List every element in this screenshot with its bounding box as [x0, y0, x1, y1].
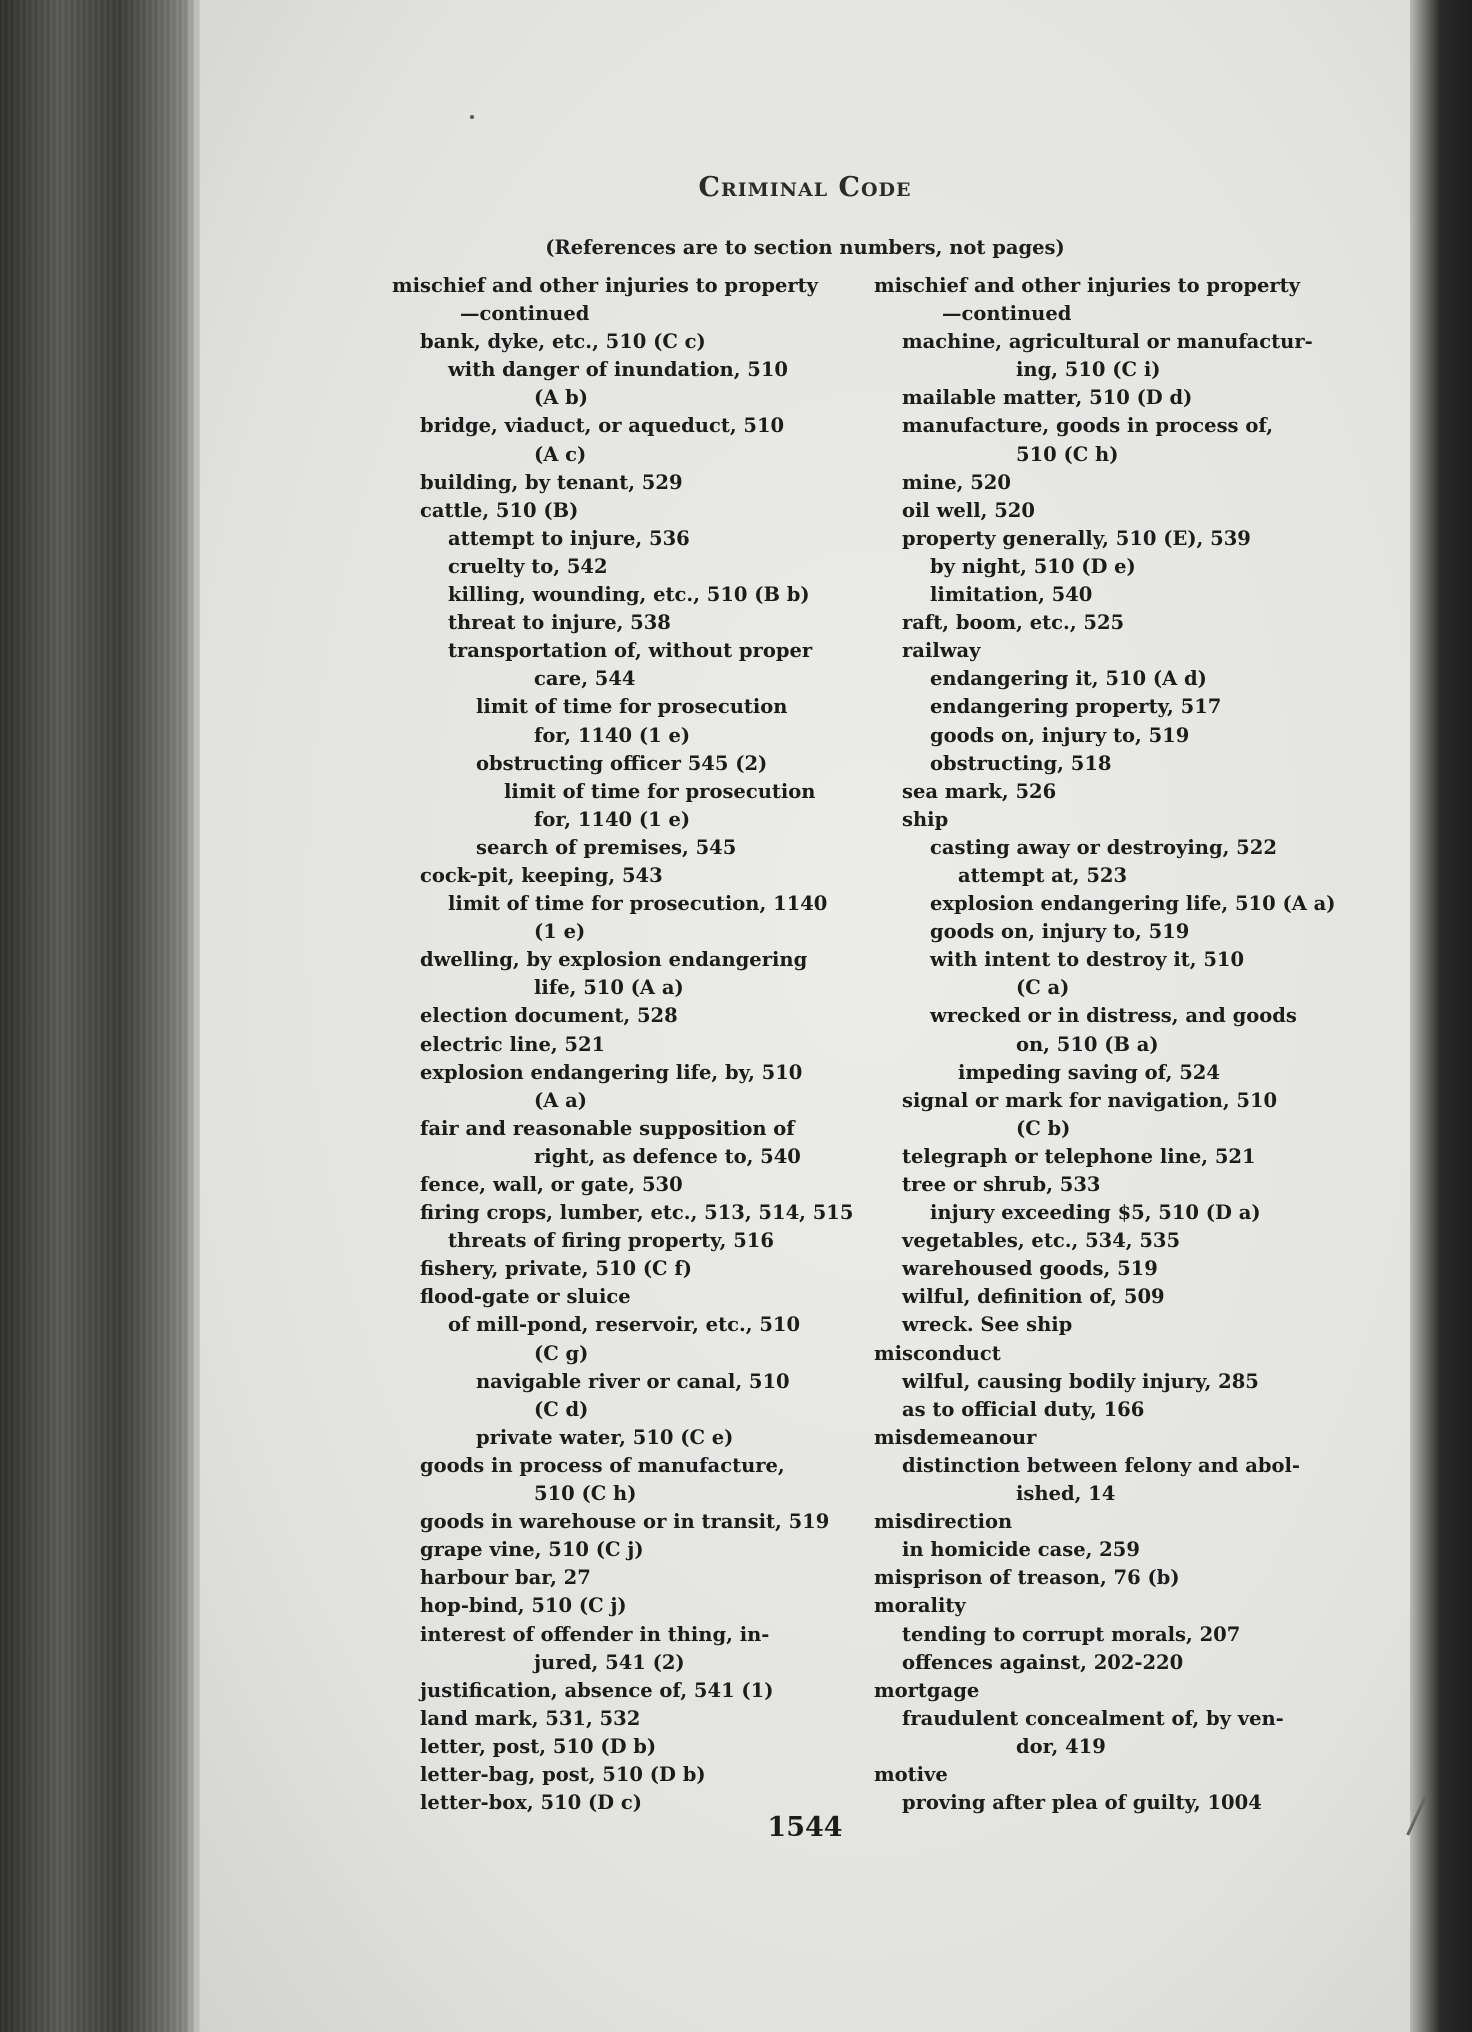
index-entry-line: for, 1140 (1 e) [534, 723, 691, 747]
index-entry-line: injury exceeding $5, 510 (D a) [930, 1201, 1261, 1225]
index-entry-line: goods in warehouse or in transit, 519 [420, 1510, 830, 1534]
index-entry-line: (A b) [534, 386, 589, 410]
index-entry-line: in homicide case, 259 [902, 1538, 1140, 1562]
dust-speck [470, 115, 474, 119]
index-entry-line: (A a) [534, 1088, 588, 1112]
index-entry-line: navigable river or canal, 510 [476, 1369, 790, 1393]
index-entry-line: obstructing officer 545 (2) [476, 751, 768, 775]
index-entry-line: bridge, viaduct, or aqueduct, 510 [420, 414, 785, 438]
index-entry-line: railway [902, 639, 981, 663]
index-entry-line: transportation of, without proper [448, 639, 813, 663]
index-entry-line: raft, boom, etc., 525 [902, 611, 1125, 635]
index-entry-line: distinction between felony and abol- [902, 1453, 1301, 1477]
index-entry-line: harbour bar, 27 [420, 1566, 591, 1590]
index-entry-line: signal or mark for navigation, 510 [902, 1088, 1278, 1112]
index-entry-line: (C g) [534, 1341, 589, 1365]
index-entry-line: justification, absence of, 541 (1) [420, 1678, 774, 1702]
index-entry-line: fishery, private, 510 (C f) [420, 1257, 692, 1281]
page-sheet [200, 0, 1410, 2032]
index-entry-line: attempt to injure, 536 [448, 526, 690, 550]
index-entry-line: (A c) [534, 442, 587, 466]
index-entry-line: building, by tenant, 529 [420, 470, 683, 494]
index-entry-line: 510 (C h) [1016, 442, 1119, 466]
index-column-left [392, 272, 854, 1817]
index-entry-line: attempt at, 523 [958, 863, 1128, 887]
index-entry-line: with intent to destroy it, 510 [930, 948, 1245, 972]
index-entry-line: wrecked or in distress, and goods [930, 1004, 1297, 1028]
page-number: 1544 [767, 1812, 843, 1843]
index-entry-line: wilful, causing bodily injury, 285 [902, 1369, 1259, 1393]
index-entry-line: election document, 528 [420, 1004, 678, 1028]
index-entry-line: fraudulent concealment of, by ven- [902, 1706, 1284, 1730]
index-entry-line: misprison of treason, 76 (b) [874, 1566, 1180, 1590]
index-entry-line: limit of time for prosecution, 1140 [448, 892, 828, 916]
index-entry-line: dor, 419 [1016, 1734, 1106, 1758]
index-entry-line: impeding saving of, 524 [958, 1060, 1220, 1084]
index-entry-line: grape vine, 510 (C j) [420, 1538, 644, 1562]
index-entry-line: care, 544 [534, 667, 636, 691]
index-entry-line: firing crops, lumber, etc., 513, 514, 515 [420, 1201, 854, 1225]
index-entry-line: bank, dyke, etc., 510 (C c) [420, 330, 706, 354]
index-entry-line: mischief and other injuries to property [874, 274, 1301, 297]
index-entry-line: machine, agricultural or manufactur- [902, 330, 1313, 354]
index-entry-line: letter-box, 510 (D c) [420, 1791, 642, 1815]
index-entry-line: ished, 14 [1016, 1482, 1116, 1506]
index-entry-line: explosion endangering life, 510 (A a) [930, 892, 1336, 916]
index-entry-line: (1 e) [534, 920, 586, 944]
index-entry-line: —continued [460, 302, 590, 326]
index-entry-line: (C b) [1016, 1116, 1071, 1140]
index-entry-line: endangering it, 510 (A d) [930, 667, 1207, 691]
index-entry-line: morality [874, 1594, 966, 1618]
index-entry-line: misdirection [874, 1510, 1013, 1534]
index-column-right [874, 272, 1336, 1817]
index-entry-line: goods on, injury to, 519 [930, 723, 1190, 747]
index-entry-line: cattle, 510 (B) [420, 498, 579, 522]
index-entry-line: right, as defence to, 540 [534, 1144, 801, 1168]
index-entry-line: cruelty to, 542 [448, 554, 608, 578]
index-entry-line: search of premises, 545 [476, 835, 737, 859]
running-head-title: Criminal Code [698, 172, 912, 203]
index-entry-line: manufacture, goods in process of, [902, 414, 1274, 438]
index-entry-line: obstructing, 518 [930, 751, 1112, 775]
index-entry-line: endangering property, 517 [930, 695, 1222, 719]
index-entry-line: mine, 520 [902, 470, 1011, 494]
index-entry-line: life, 510 (A a) [534, 976, 684, 1000]
index-entry-line: limit of time for prosecution [504, 779, 816, 803]
index-entry-line: (C d) [534, 1397, 589, 1421]
reference-note: (References are to section numbers, not pages) [545, 236, 1065, 259]
index-entry-line: mischief and other injuries to property [392, 274, 819, 297]
index-entry-line: fence, wall, or gate, 530 [420, 1173, 683, 1196]
index-entry-line: proving after plea of guilty, 1004 [902, 1791, 1262, 1815]
index-entry-line: wreck. See ship [902, 1313, 1073, 1337]
index-entry-line: misconduct [874, 1341, 1001, 1365]
index-entry-line: dwelling, by explosion endangering [420, 948, 808, 972]
index-entry-line: sea mark, 526 [902, 779, 1057, 803]
index-entry-line: private water, 510 (C e) [476, 1425, 734, 1449]
index-entry-line: casting away or destroying, 522 [930, 835, 1277, 859]
index-entry-line: on, 510 (B a) [1016, 1032, 1159, 1056]
index-entry-line: as to official duty, 166 [902, 1397, 1145, 1421]
index-entry-line: motive [874, 1762, 948, 1786]
index-entry-line: tending to corrupt morals, 207 [902, 1622, 1241, 1646]
index-entry-line: goods on, injury to, 519 [930, 920, 1190, 944]
index-entry-line: ing, 510 (C i) [1016, 358, 1161, 382]
index-entry-line: goods in process of manufacture, [420, 1453, 785, 1477]
index-entry-line: of mill-pond, reservoir, etc., 510 [448, 1313, 801, 1337]
index-entry-line: for, 1140 (1 e) [534, 807, 691, 831]
book-spine-shadow [0, 0, 200, 2032]
index-entry-line: letter-bag, post, 510 (D b) [420, 1762, 706, 1786]
index-entry-line: misdemeanour [874, 1425, 1037, 1449]
index-entry-line: vegetables, etc., 534, 535 [902, 1229, 1181, 1253]
index-entry-line: killing, wounding, etc., 510 (B b) [448, 583, 810, 607]
index-entry-line: interest of offender in thing, in- [420, 1622, 770, 1646]
index-entry-line: fair and reasonable supposition of [420, 1116, 795, 1140]
index-entry-line: wilful, definition of, 509 [902, 1285, 1165, 1309]
index-entry-line: ship [902, 807, 949, 831]
index-entry-line: offences against, 202-220 [902, 1650, 1184, 1674]
index-entry-line: mortgage [874, 1678, 980, 1702]
index-entry-line: warehoused goods, 519 [902, 1257, 1158, 1281]
index-entry-line: flood-gate or sluice [420, 1285, 631, 1309]
index-entry-line: (C a) [1016, 976, 1070, 1000]
index-entry-line: letter, post, 510 (D b) [420, 1734, 657, 1758]
index-entry-line: oil well, 520 [902, 498, 1035, 522]
index-entry-line: limitation, 540 [930, 583, 1093, 607]
index-entry-line: tree or shrub, 533 [902, 1173, 1101, 1196]
index-entry-line: land mark, 531, 532 [420, 1706, 641, 1730]
index-entry-line: 510 (C h) [534, 1482, 637, 1506]
index-entry-line: mailable matter, 510 (D d) [902, 386, 1193, 410]
index-entry-line: cock-pit, keeping, 543 [420, 863, 663, 887]
index-entry-line: by night, 510 (D e) [930, 554, 1136, 578]
index-entry-line: threats of firing property, 516 [448, 1229, 774, 1253]
index-entry-line: explosion endangering life, by, 510 [420, 1060, 803, 1084]
index-entry-line: electric line, 521 [420, 1032, 606, 1056]
index-entry-line: property generally, 510 (E), 539 [902, 526, 1251, 550]
index-entry-line: hop-bind, 510 (C j) [420, 1594, 627, 1618]
index-entry-line: threat to injure, 538 [448, 611, 671, 635]
index-entry-line: jured, 541 (2) [534, 1650, 685, 1674]
index-entry-line: —continued [942, 302, 1072, 326]
index-entry-line: telegraph or telephone line, 521 [902, 1144, 1256, 1168]
index-entry-line: limit of time for prosecution [476, 695, 788, 719]
index-entry-line: with danger of inundation, 510 [448, 358, 788, 382]
